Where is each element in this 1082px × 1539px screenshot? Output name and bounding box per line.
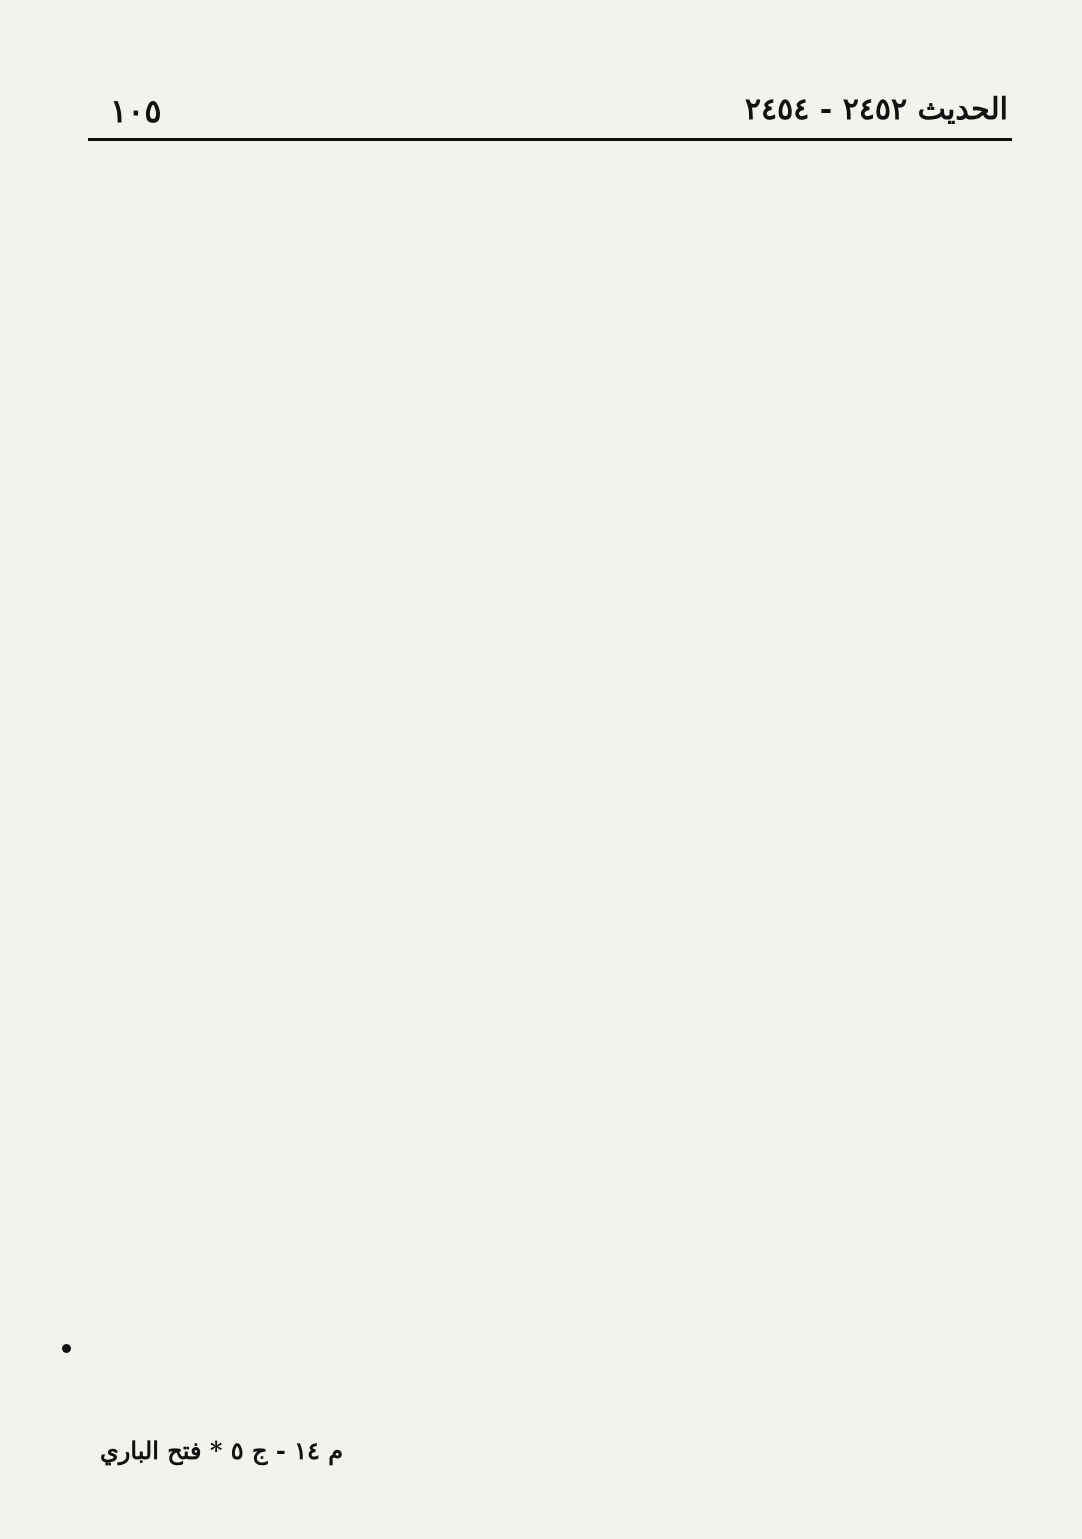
page-number: ١٠٥: [110, 92, 162, 130]
page-body: [96, 150, 1006, 1410]
margin-dot: [62, 1344, 71, 1353]
page-footer: م ١٤ - ج ٥ * فتح الباري: [100, 1436, 344, 1465]
header-rule: [88, 138, 1012, 141]
page-header: [88, 92, 1008, 142]
header-title: الحديث ٢٤٥٢ - ٢٤٥٤: [744, 92, 1008, 127]
